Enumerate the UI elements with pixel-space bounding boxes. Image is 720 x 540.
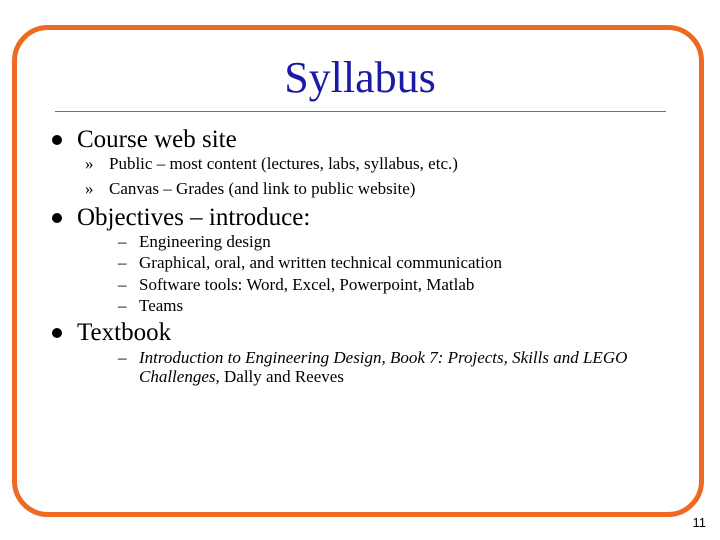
textbook-authors: Dally and Reeves xyxy=(219,367,344,386)
sub-item-teams: Teams xyxy=(139,296,184,315)
textbook-reference xyxy=(139,348,627,386)
textbook-title-line2: Challenges, xyxy=(139,367,220,386)
sub-item-software-tools: Software tools: Word, Excel, Powerpoint, Matlab xyxy=(139,275,475,294)
bullet-dot-icon xyxy=(52,213,62,223)
title-divider xyxy=(55,111,666,112)
page-number: 11 xyxy=(692,515,706,530)
sub-bullet-marker: – xyxy=(118,232,127,251)
sub-bullet-marker: – xyxy=(118,275,127,294)
bullet-dot-icon xyxy=(52,135,62,145)
sub-bullet-marker: – xyxy=(118,253,127,272)
bullet-course-web-site: Course web site xyxy=(77,126,237,153)
bullet-textbook: Textbook xyxy=(77,319,172,346)
bullet-objectives: Objectives – introduce: xyxy=(77,204,311,231)
sub-bullet-marker: » xyxy=(85,154,94,173)
sub-item-engineering-design: Engineering design xyxy=(139,232,271,251)
sub-item-public: Public – most content (lectures, labs, syllabus, etc.) xyxy=(109,154,458,173)
slide-title: Syllabus xyxy=(284,53,436,102)
sub-bullet-marker: – xyxy=(118,348,127,367)
textbook-title-line1: Introduction to Engineering Design, Book 7: Projects, Skills and LEGO xyxy=(139,348,628,367)
sub-bullet-marker: – xyxy=(118,296,127,315)
sub-item-communication: Graphical, oral, and written technical communication xyxy=(139,253,503,272)
sub-item-canvas: Canvas – Grades (and link to public website) xyxy=(109,179,416,198)
bullet-dot-icon xyxy=(52,328,62,338)
sub-bullet-marker: » xyxy=(85,179,94,198)
